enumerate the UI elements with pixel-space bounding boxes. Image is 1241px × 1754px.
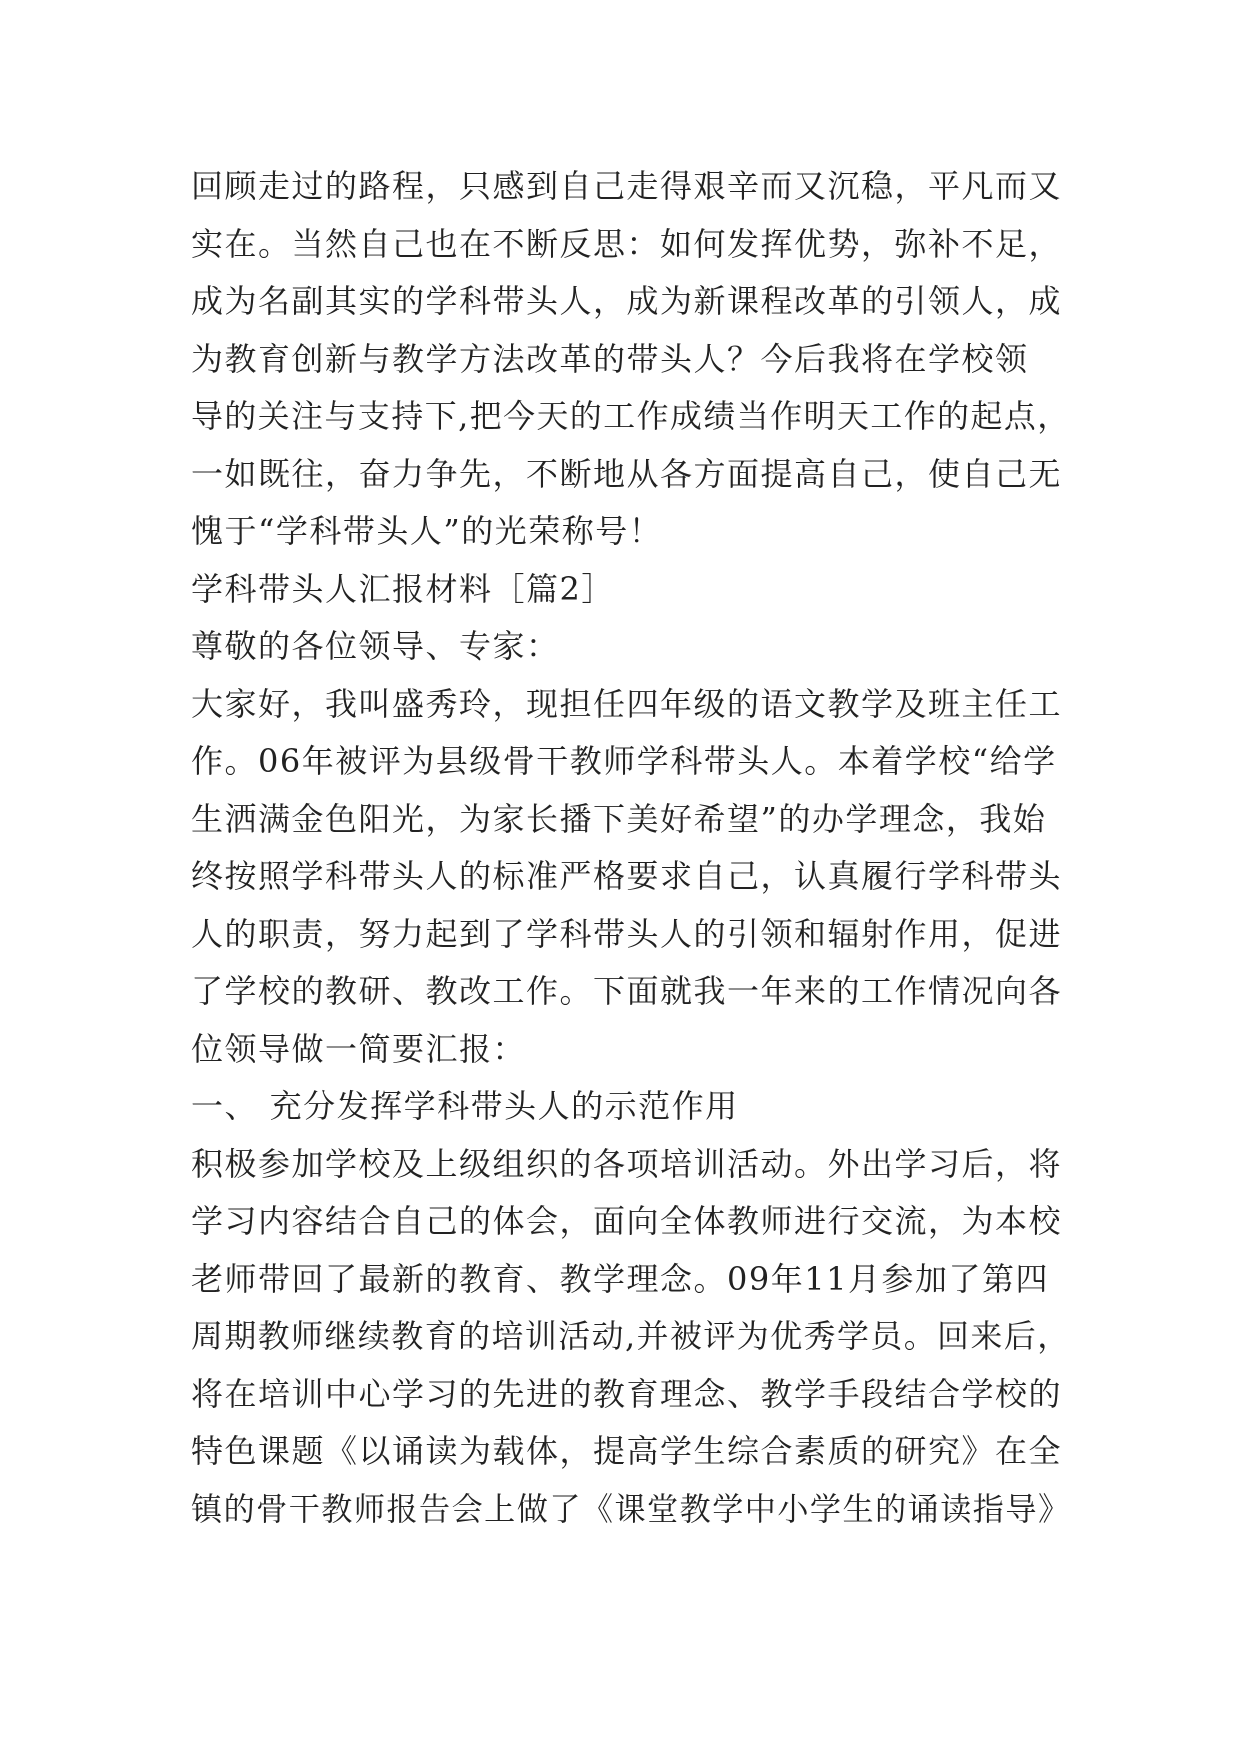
text-line: 一如既往，奋力争先，不断地从各方面提高自己，使自己无 [191,454,1063,493]
subheading: 一、 充分发挥学科带头人的示范作用 [191,1087,739,1125]
salutation: 尊敬的各位领导、专家： [191,627,560,665]
text-line: 作。06年被评为县级骨干教师学科带头人。本着学校“给学 [191,742,1057,780]
text-line: 为教育创新与教学方法改革的带头人？今后我将在学校领 [191,339,1029,378]
text-line: 人的职责，努力起到了学科带头人的引领和辐射作用，促进 [191,914,1063,953]
text-line: 积极参加学校及上级组织的各项培训活动。外出学习后，将 [191,1144,1063,1183]
text-line: 镇的骨干教师报告会上做了《课堂教学中小学生的诵读指导》 [191,1489,1071,1528]
text-line: 成为名副其实的学科带头人，成为新课程改革的引领人，成 [191,282,1063,320]
text-line: 老师带回了最新的教育、教学理念。09年11月参加了第四 [191,1259,1049,1298]
text-line: 周期教师继续教育的培训活动,并被评为优秀学员。回来后， [191,1317,1071,1355]
document-body [191,158,1071,1538]
text-line: 实在。当然自己也在不断反思：如何发挥优势，弥补不足， [191,224,1063,263]
text-line: 了学校的教研、教改工作。下面就我一年来的工作情况向各 [191,972,1063,1010]
text-line: 愧于“学科带头人”的光荣称号！ [191,512,663,550]
text-line: 学习内容结合自己的体会，面向全体教师进行交流，为本校 [191,1202,1063,1240]
text-line: 回顾走过的路程，只感到自己走得艰辛而又沉稳，平凡而又 [191,167,1063,205]
text-line: 生洒满金色阳光，为家长播下美好希望”的办学理念，我始 [191,799,1047,838]
text-line: 大家好，我叫盛秀玲，现担任四年级的语文教学及班主任工 [191,684,1063,723]
text-line: 终按照学科带头人的标准严格要求自己，认真履行学科带头 [191,857,1063,895]
section-heading: 学科带头人汇报材料［篇2］ [191,569,615,608]
text-line: 特色课题《以诵读为载体，提高学生综合素质的研究》在全 [191,1432,1063,1470]
text-line: 将在培训中心学习的先进的教育理念、教学手段结合学校的 [191,1374,1063,1413]
text-line: 位领导做一简要汇报： [191,1029,527,1068]
text-line: 导的关注与支持下,把今天的工作成绩当作明天工作的起点， [191,397,1071,435]
